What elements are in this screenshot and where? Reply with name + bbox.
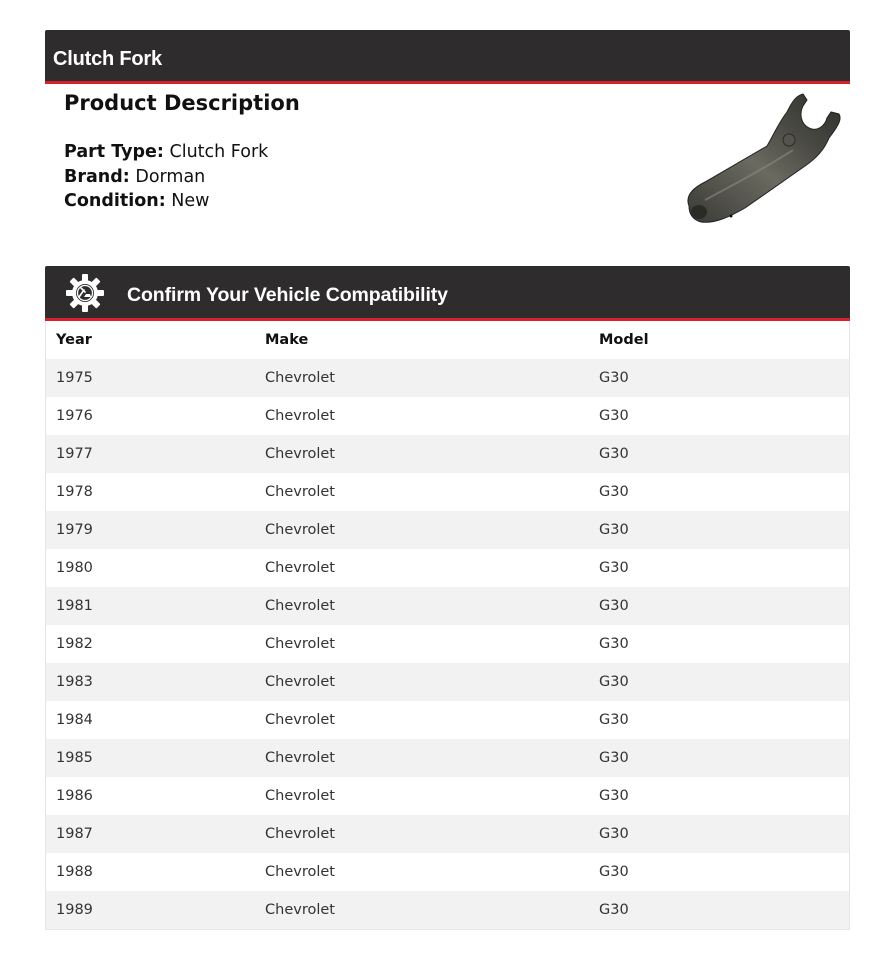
cell-year: 1976 [56, 408, 93, 424]
table-row [46, 397, 849, 435]
cell-model: G30 [599, 484, 629, 500]
cell-year: 1977 [56, 446, 93, 462]
product-specs [64, 140, 268, 214]
cell-year: 1975 [56, 370, 93, 386]
table-row [46, 435, 849, 473]
table-row [46, 701, 849, 739]
cell-model: G30 [599, 788, 629, 804]
cell-model: G30 [599, 674, 629, 690]
table-row [46, 359, 849, 397]
cell-make: Chevrolet [265, 864, 335, 880]
cell-model: G30 [599, 826, 629, 842]
spec-brand [64, 165, 268, 190]
cell-model: G30 [599, 750, 629, 766]
spec-value: Clutch Fork [169, 142, 269, 162]
table-row [46, 663, 849, 701]
spec-key: Part Type: [64, 142, 164, 162]
product-image [675, 88, 850, 233]
cell-model: G30 [599, 370, 629, 386]
cell-make: Chevrolet [265, 674, 335, 690]
table-body [46, 359, 849, 929]
cell-model: G30 [599, 598, 629, 614]
compatibility-bar [45, 266, 850, 321]
cell-make: Chevrolet [265, 712, 335, 728]
table-row [46, 587, 849, 625]
spec-value: New [171, 191, 210, 211]
cell-year: 1981 [56, 598, 93, 614]
cell-year: 1989 [56, 902, 93, 918]
cell-year: 1986 [56, 788, 93, 804]
cell-year: 1984 [56, 712, 93, 728]
cell-make: Chevrolet [265, 408, 335, 424]
header-year[interactable]: Year [56, 332, 92, 348]
cell-make: Chevrolet [265, 522, 335, 538]
cell-make: Chevrolet [265, 370, 335, 386]
table-row [46, 739, 849, 777]
table-row [46, 625, 849, 663]
cell-model: G30 [599, 560, 629, 576]
clutch-fork-image [675, 88, 850, 233]
table-row [46, 853, 849, 891]
spec-value: Dorman [135, 166, 206, 187]
cell-year: 1978 [56, 484, 93, 500]
table-row [46, 473, 849, 511]
cell-make: Chevrolet [265, 788, 335, 804]
cell-make: Chevrolet [265, 826, 335, 842]
table-row [46, 549, 849, 587]
cell-year: 1988 [56, 864, 93, 880]
cell-make: Chevrolet [265, 902, 335, 918]
cell-model: G30 [599, 408, 629, 424]
spec-key: Condition: [64, 191, 166, 211]
cell-year: 1983 [56, 674, 93, 690]
gear-car-icon [65, 273, 105, 313]
spec-part-type [64, 140, 268, 165]
header-model[interactable]: Model [599, 332, 649, 348]
cell-model: G30 [599, 864, 629, 880]
table-row [46, 511, 849, 549]
cell-year: 1982 [56, 636, 93, 652]
cell-make: Chevrolet [265, 750, 335, 766]
cell-model: G30 [599, 902, 629, 918]
compatibility-bar-label: Confirm Your Vehicle Compatibility [127, 284, 448, 306]
compatibility-table [45, 321, 850, 930]
cell-model: G30 [599, 636, 629, 652]
cell-make: Chevrolet [265, 484, 335, 500]
product-description-heading: Product Description [64, 91, 300, 115]
cell-model: G30 [599, 522, 629, 538]
cell-model: G30 [599, 712, 629, 728]
spec-key: Brand: [64, 166, 130, 187]
title-bar [45, 30, 850, 84]
table-header [46, 321, 849, 359]
cell-year: 1980 [56, 560, 93, 576]
table-row [46, 815, 849, 853]
cell-make: Chevrolet [265, 636, 335, 652]
cell-year: 1979 [56, 522, 93, 538]
cell-year: 1985 [56, 750, 93, 766]
cell-model: G30 [599, 446, 629, 462]
cell-make: Chevrolet [265, 446, 335, 462]
spec-condition [64, 189, 268, 214]
table-row [46, 777, 849, 815]
cell-make: Chevrolet [265, 560, 335, 576]
header-make[interactable]: Make [265, 332, 309, 348]
title-bar-label: Clutch Fork [53, 48, 162, 70]
table-row [46, 891, 849, 929]
cell-year: 1987 [56, 826, 93, 842]
cell-make: Chevrolet [265, 598, 335, 614]
